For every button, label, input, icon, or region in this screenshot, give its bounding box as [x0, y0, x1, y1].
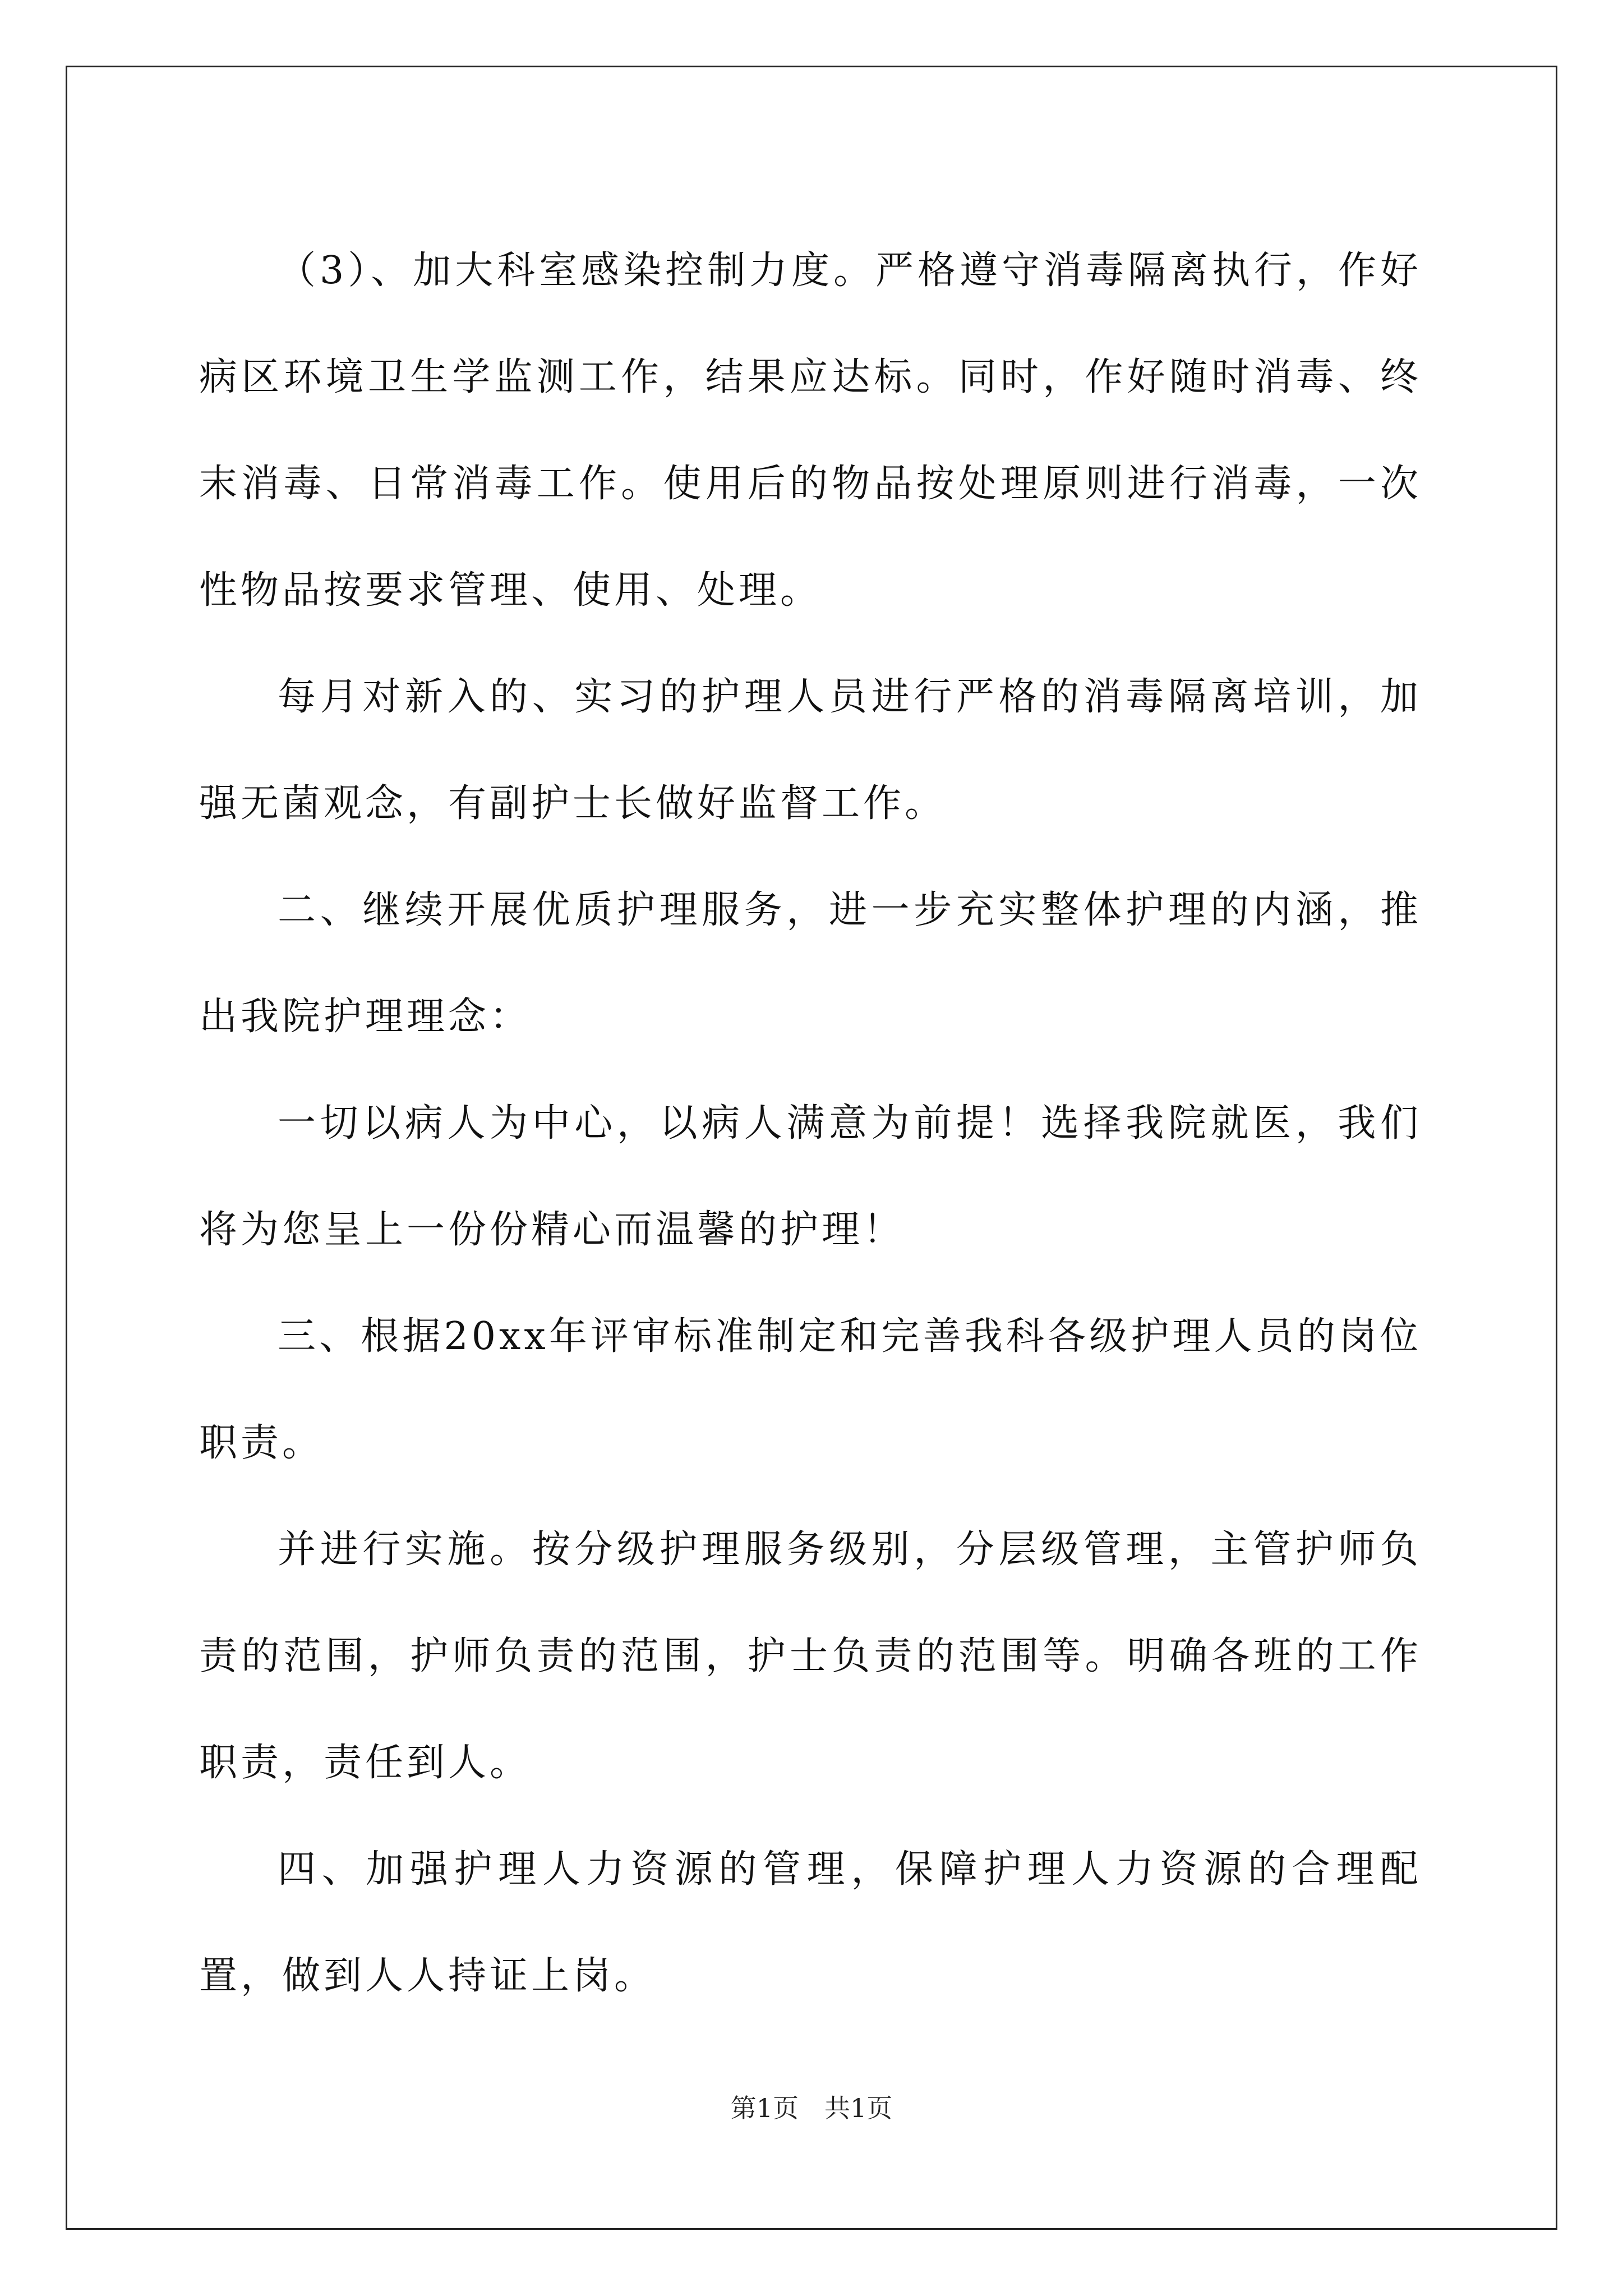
page-number-footer: 第1页 共1页	[730, 2093, 893, 2123]
paragraph-implementation: 并进行实施。按分级护理服务级别，分层级管理，主管护师负责的范围，护师负责的范围，护士负责的范围等。明确各班的工作职责，责任到人。	[199, 1527, 1422, 1785]
paragraph-nursing-philosophy: 一切以病人为中心，以病人满意为前提！选择我院就医，我们将为您呈上一份份精心而温馨的护理！	[199, 1101, 1422, 1252]
paragraph-quality-service: 二、继续开展优质护理服务，进一步充实整体护理的内涵，推出我院护理理念：	[199, 888, 1422, 1039]
paragraph-training: 每月对新入的、实习的护理人员进行严格的消毒隔离培训，加强无菌观念，有副护士长做好监督工作。	[199, 675, 1422, 826]
paragraph-job-duties: 三、根据20xx年评审标准制定和完善我科各级护理人员的岗位职责。	[199, 1314, 1422, 1465]
paragraph-infection-control: （3）、加大科室感染控制力度。严格遵守消毒隔离执行，作好病区环境卫生学监测工作，结果应达标。同时，作好随时消毒、终末消毒、日常消毒工作。使用后的物品按处理原则进行消毒，一次性物品按要求管理、使用、处理。	[199, 249, 1422, 613]
paragraph-human-resources: 四、加强护理人力资源的管理，保障护理人力资源的合理配置，做到人人持证上岗。	[199, 1847, 1422, 1998]
document-body	[199, 218, 1422, 2030]
